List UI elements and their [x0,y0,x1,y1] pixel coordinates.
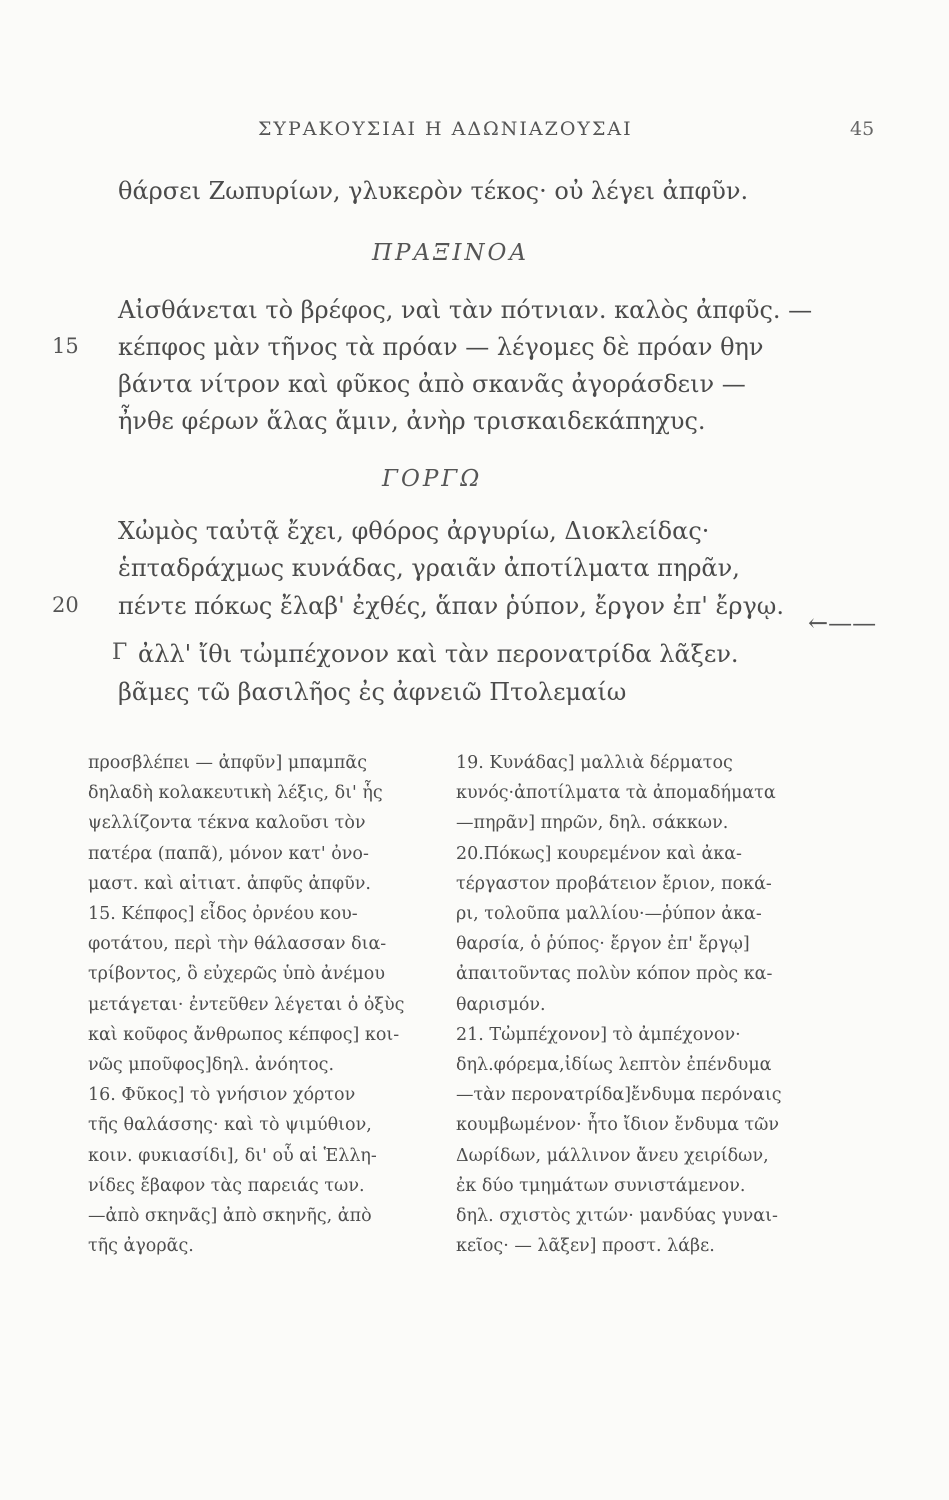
verse-line: Χὠμὸς ταὐτᾷ ἔχει, φθόρος ἀργυρίω, Διοκλείδας· [118,517,710,545]
line-number: 15 [52,334,79,358]
note-line: προσβλέπει — ἀπφῦν] μπαμπᾶς [88,753,368,773]
note-line: τέργαστον προβάτειον ἔριον, ποκά- [456,873,772,894]
note-line: φοτάτου, περὶ τὴν θάλασσαν δια- [88,934,387,955]
line-number: 20 [52,593,79,617]
verse-line: κέπφος μὰν τῆνος τὰ πρόαν — λέγομες δὲ πρόαν θην [118,333,764,361]
margin-arrow-icon: ←—— [808,609,877,637]
note-line: νῶς μποῦφος]δηλ. ἀνόητος. [88,1055,335,1076]
page-number: 45 [850,118,875,140]
note-line: πατέρα (παπᾶ), μόνον κατ' ὀνο- [88,843,369,864]
verse-line: πέντε πόκως ἔλαβ' ἐχθές, ἅπαν ῥύπον, ἔργον ἐπ' ἔργῳ. [118,592,784,620]
verse-line: ἑπταδράχμως κυνάδας, γραιᾶν ἀποτίλματα πηρᾶν, [118,554,740,582]
verse-line: θάρσει Ζωπυρίων, γλυκερὸν τέκος· οὐ λέγει ἀπφῦν. [118,177,749,205]
note-line: ψελλίζοντα τέκνα καλοῦσι τὸν [88,813,366,834]
page-header [0,118,949,148]
note-line: δηλ. σχιστὸς χιτών· μανδύας γυναι- [456,1206,778,1227]
note-line: —τὰν περονατρίδα]ἔνδυμα περόναις [456,1085,782,1106]
note-line: κεῖος· — λᾶξεν] προστ. λάβε. [456,1236,715,1257]
speaker-name: ΠΡΑΞΙΝΟΑ [372,240,530,266]
verse-line: βᾶμες τῶ βασιλῆος ἐς ἀφνειῶ Πτολεμαίω [118,678,627,706]
note-line: Δωρίδων, μάλλινον ἄνευ χειρίδων, [456,1145,769,1166]
note-line: 21. Τὠμπέχονον] τὸ ἀμπέχονον· [456,1024,741,1045]
note-line: 16. Φῦκος] τὸ γνήσιον χόρτον [88,1085,356,1106]
note-line: ἀπαιτοῦντας πολὺν κόπον πρὸς κα- [456,964,773,985]
note-line: κυνός·ἀποτίλματα τὰ ἀπομαδήματα [456,783,776,804]
note-line: 20.Πόκως] κουρεμένον καὶ ἀκα- [456,843,742,864]
note-line: θαρισμόν. [456,994,546,1015]
verse-line: βάντα νίτρον καὶ φῦκος ἀπὸ σκανᾶς ἀγοράσδειν — [118,370,746,398]
note-line: δηλ.φόρεμα,ἰδίως λεπτὸν ἐπένδυμα [456,1055,772,1076]
note-line: —ἀπὸ σκηνᾶς] ἀπὸ σκηνῆς, ἀπὸ [88,1206,372,1227]
note-line: μαστ. καὶ αἰτιατ. ἀπφῦς ἀπφῦν. [88,873,371,894]
speaker-name: ΓΟΡΓΩ [382,466,483,492]
margin-bracket-mark: Γ [112,640,128,665]
note-line: τῆς θαλάσσης· καὶ τὸ ψιμύθιον, [88,1115,372,1136]
footnotes-right-column [456,748,826,1261]
note-line: ρι, τολοῦπα μαλλίου·—ῥύπον ἀκα- [456,904,762,925]
note-line: θαρσία, ὁ ῥύπος· ἔργον ἐπ' ἔργῳ] [456,934,750,955]
note-line: ἐκ δύο τμημάτων συνιστάμενον. [456,1175,746,1196]
note-line: τῆς ἀγορᾶς. [88,1236,194,1257]
verse-line: ἀλλ' ἴθι τὠμπέχονον καὶ τὰν περονατρίδα λᾶξεν. [138,640,739,668]
note-line: κοιν. φυκιασίδι], δι' οὗ αἱ Ἑλλη- [88,1145,377,1166]
note-line: μετάγεται· ἐντεῦθεν λέγεται ὁ ὀξὺς [88,994,405,1015]
note-line: —πηρᾶν] πηρῶν, δηλ. σάκκων. [456,813,729,834]
running-title: ΣΥΡΑΚΟΥΣΙΑΙ Η ΑΔΩΝΙΑΖΟΥΣΑΙ [258,118,633,140]
verse-line: Αἰσθάνεται τὸ βρέφος, ναὶ τὰν πότνιαν. καλὸς ἀπφῦς. — [118,296,813,324]
note-line: κουμβωμένον· ἦτο ἴδιον ἔνδυμα τῶν [456,1115,780,1136]
note-line: 15. Κέπφος] εἶδος ὀρνέου κου- [88,904,358,925]
verse-line: ἦνθε φέρων ἅλας ἅμιν, ἀνὴρ τρισκαιδεκάπηχυς. [118,407,706,435]
footnotes-left-column [88,748,405,1261]
note-line: 19. Κυνάδας] μαλλιὰ δέρματος [456,753,733,773]
note-line: νίδες ἔβαφον τὰς παρειάς των. [88,1175,365,1196]
note-line: τρίβοντος, ὃ εὐχερῶς ὑπὸ ἀνέμου [88,964,385,985]
note-line: καὶ κοῦφος ἄνθρωπος κέπφος] κοι- [88,1024,400,1045]
note-line: δηλαδὴ κολακευτικὴ λέξις, δι' ἧς [88,783,383,804]
